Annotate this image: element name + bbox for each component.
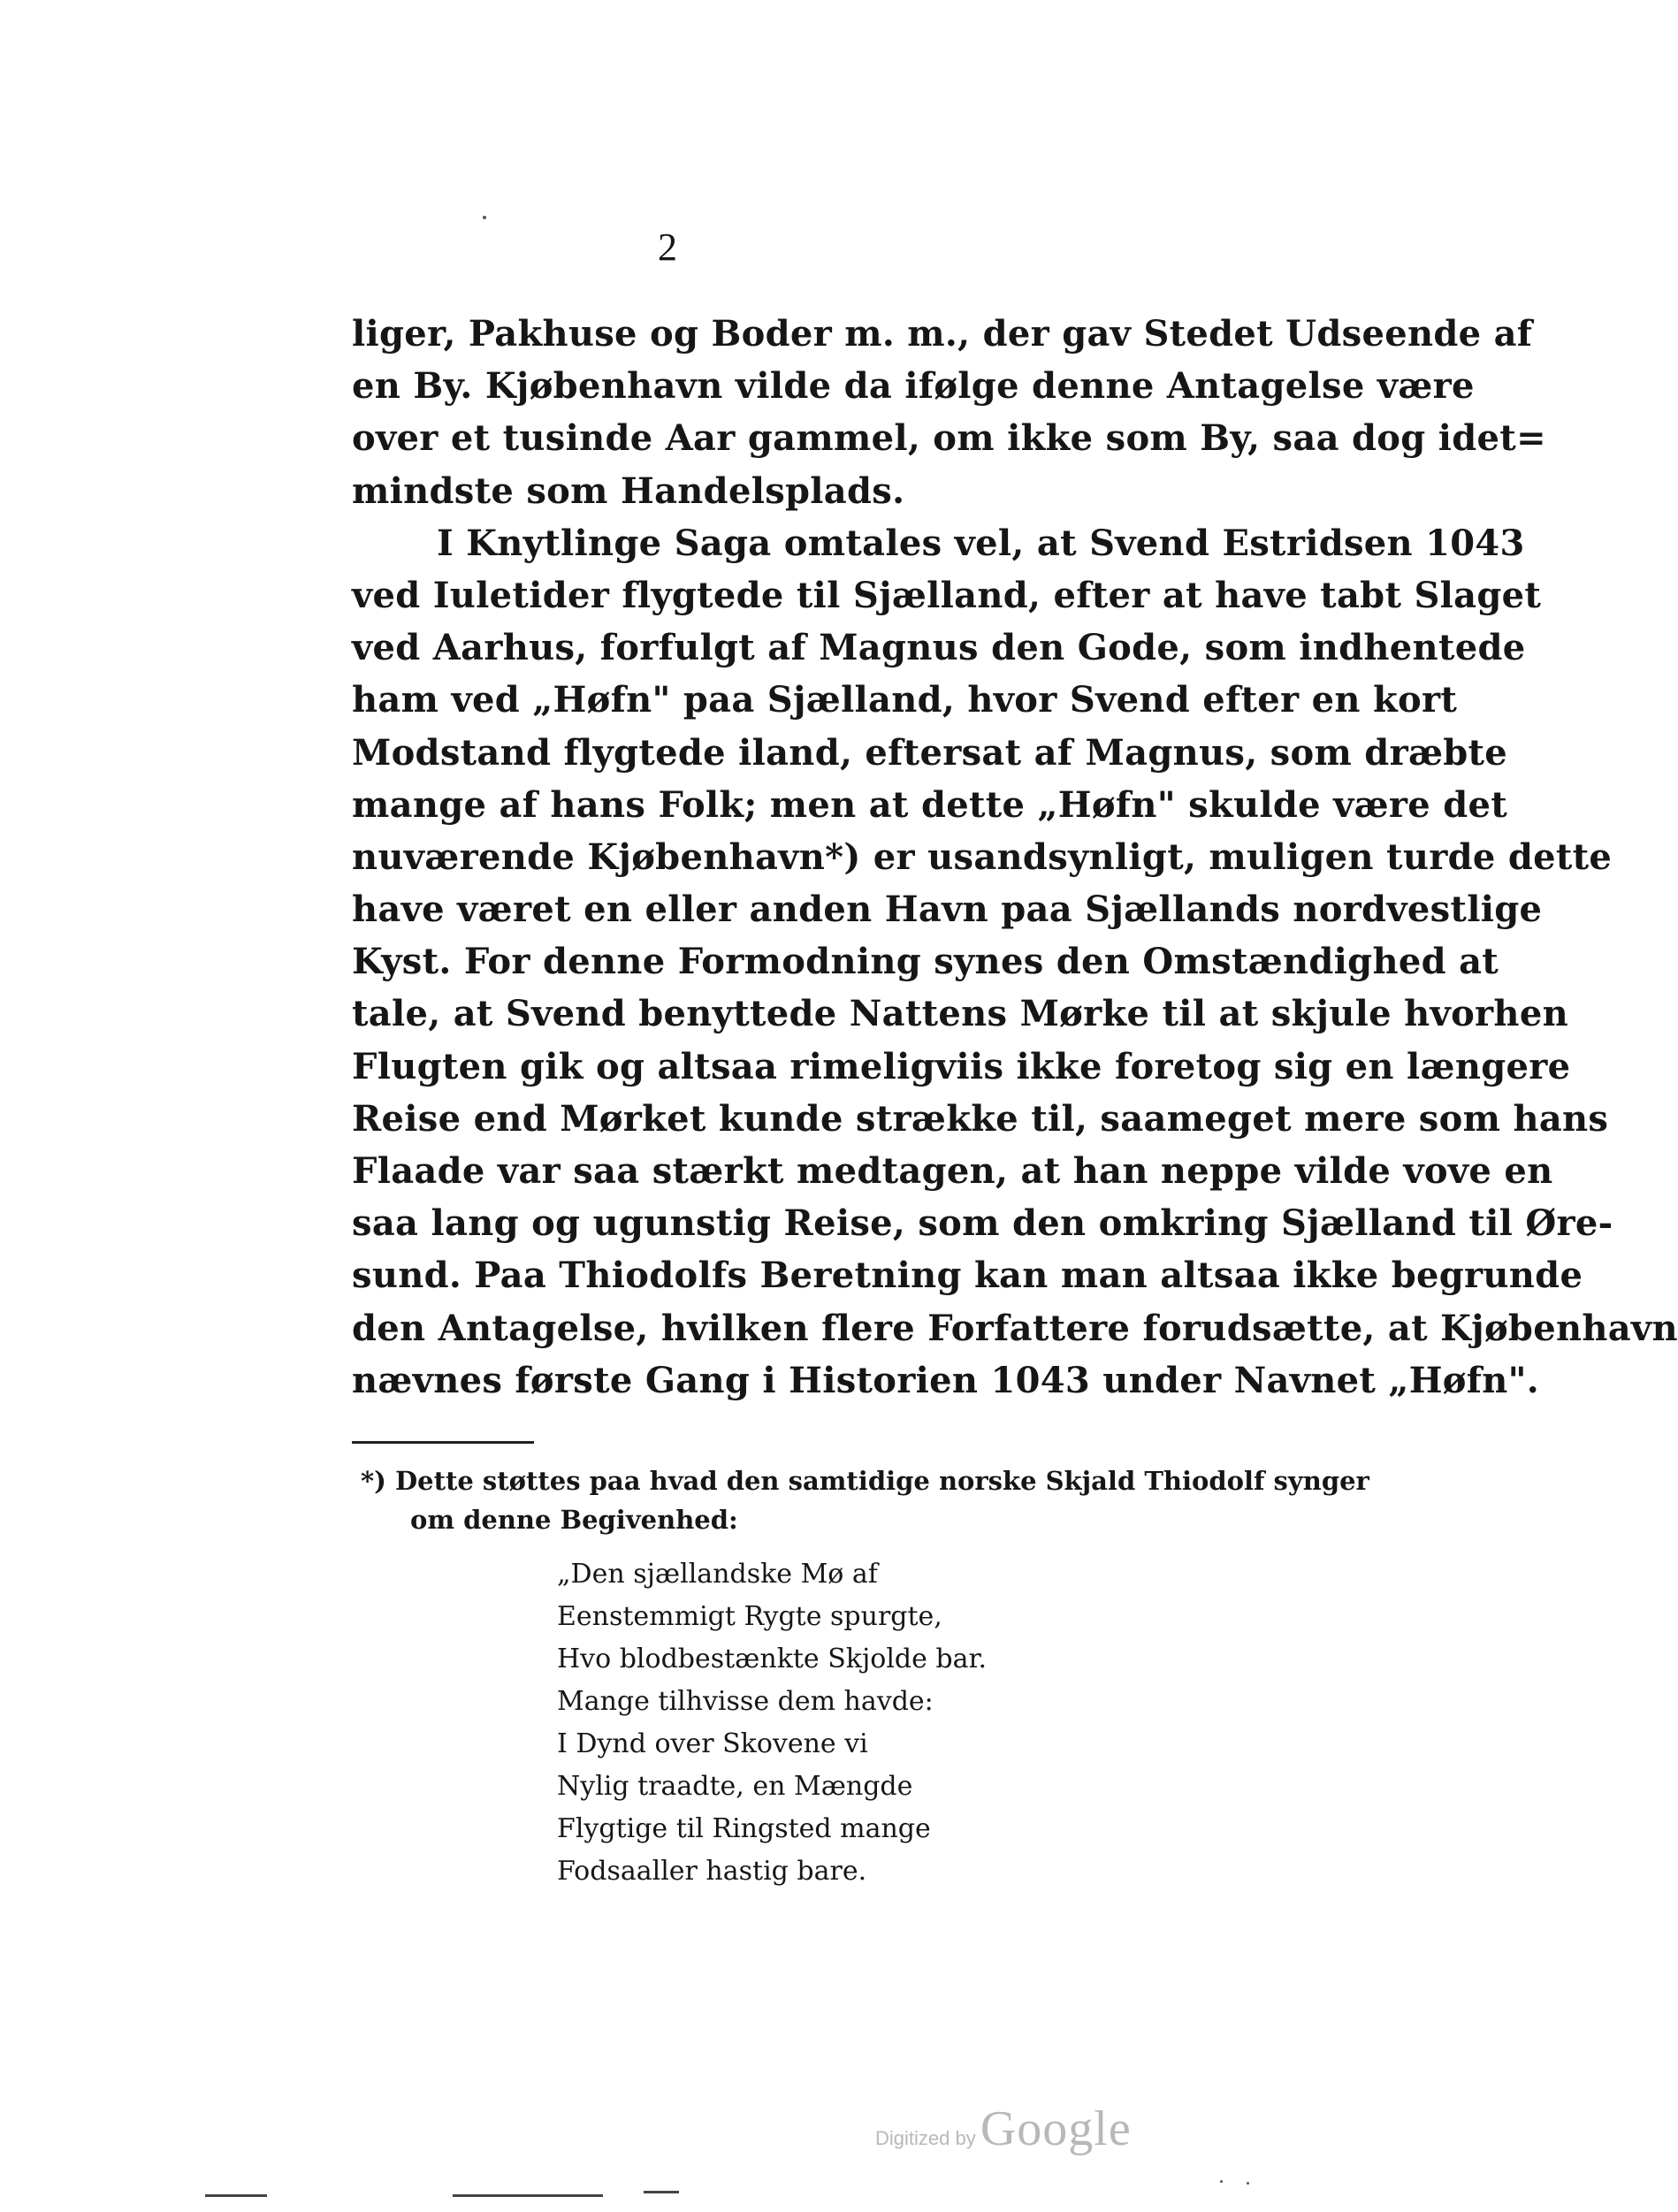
text-line: over et tusinde Aar gammel, om ikke som By, saa dog idet= (352, 417, 1546, 460)
text-line: tale, at Svend benyttede Nattens Mørke til at skjule hvorhen (352, 993, 1568, 1035)
text-line: den Antagelse, hvilken flere Forfattere forudsætte, at Kjøbenhavn (352, 1307, 1678, 1349)
text-line: mindste som Handelsplads. (352, 469, 905, 512)
scan-edge-mark (644, 2191, 679, 2193)
verse-line: „Den sjællandske Mø af (557, 1559, 878, 1590)
text-line: I Knytlinge Saga omtales vel, at Svend Estridsen 1043 (437, 522, 1525, 564)
footnote (361, 1462, 1369, 1539)
verse-line: Fodsaaller hastig bare. (557, 1856, 867, 1887)
verse-line: Eenstemmigt Rygte spurgte, (557, 1601, 942, 1632)
footnote-line: om denne Begivenhed: (410, 1504, 738, 1535)
text-line: mange af hans Folk; men at dette „Høfn" skulde være det (352, 783, 1508, 826)
scan-speck (1247, 2182, 1249, 2185)
footnote-divider (352, 1441, 534, 1444)
scan-speck (1220, 2180, 1223, 2183)
text-line: ham ved „Høfn" paa Sjælland, hvor Svend efter en kort (352, 679, 1458, 721)
text-line: Flugten gik og altsaa rimeligviis ikke foretog sig en længere (352, 1045, 1571, 1087)
verse-line: I Dynd over Skovene vi (557, 1728, 868, 1759)
digitized-watermark (875, 2101, 1132, 2154)
text-line: sund. Paa Thiodolfs Beretning kan man altsaa ikke begrunde (352, 1255, 1583, 1297)
verse-line: Nylig traadte, en Mængde (557, 1771, 913, 1802)
text-line: saa lang og ugunstig Reise, som den omkring Sjælland til Øre- (352, 1202, 1613, 1245)
verse-line: Hvo blodbestænkte Skjolde bar. (557, 1644, 988, 1674)
text-line: Kyst. For denne Formodning synes den Omstændighed at (352, 941, 1499, 983)
text-line: nævnes første Gang i Historien 1043 under Navnet „Høfn". (352, 1359, 1540, 1401)
watermark-prefix: Digitized by (875, 2127, 976, 2149)
google-logo: Google (980, 2101, 1132, 2156)
scan-edge-mark (453, 2194, 603, 2197)
text-line: Flaade var saa stærkt medtagen, at han neppe vilde vove en (352, 1150, 1553, 1192)
scan-speck (483, 216, 486, 219)
scan-edge-mark (205, 2194, 267, 2197)
footnote-verse (557, 1553, 1052, 1893)
text-line: Reise end Mørket kunde strække til, saameget mere som hans (352, 1097, 1609, 1140)
text-line: Modstand flygtede iland, eftersat af Magnus, som dræbte (352, 731, 1508, 774)
text-line: ved Aarhus, forfulgt af Magnus den Gode, som indhentede (352, 627, 1526, 669)
text-line: nuværende Kjøbenhavn*) er usandsynligt, muligen turde dette (352, 835, 1613, 878)
verse-line: Flygtige til Ringsted mange (557, 1813, 931, 1844)
text-line: en By. Kjøbenhavn vilde da ifølge denne Antagelse være (352, 365, 1475, 408)
verse-line: Mange tilhvisse dem havde: (557, 1686, 934, 1717)
text-line: have været en eller anden Havn paa Sjællands nordvestlige (352, 889, 1543, 931)
footnote-line: *) Dette støttes paa hvad den samtidige norske Skjald Thiodolf synger (361, 1466, 1369, 1496)
main-text (352, 308, 1678, 1407)
text-line: ved Iuletider flygtede til Sjælland, efter at have tabt Slaget (352, 574, 1542, 616)
text-line: liger, Pakhuse og Boder m. m., der gav Stedet Udseende af (352, 313, 1533, 355)
page-number: 2 (658, 225, 677, 269)
